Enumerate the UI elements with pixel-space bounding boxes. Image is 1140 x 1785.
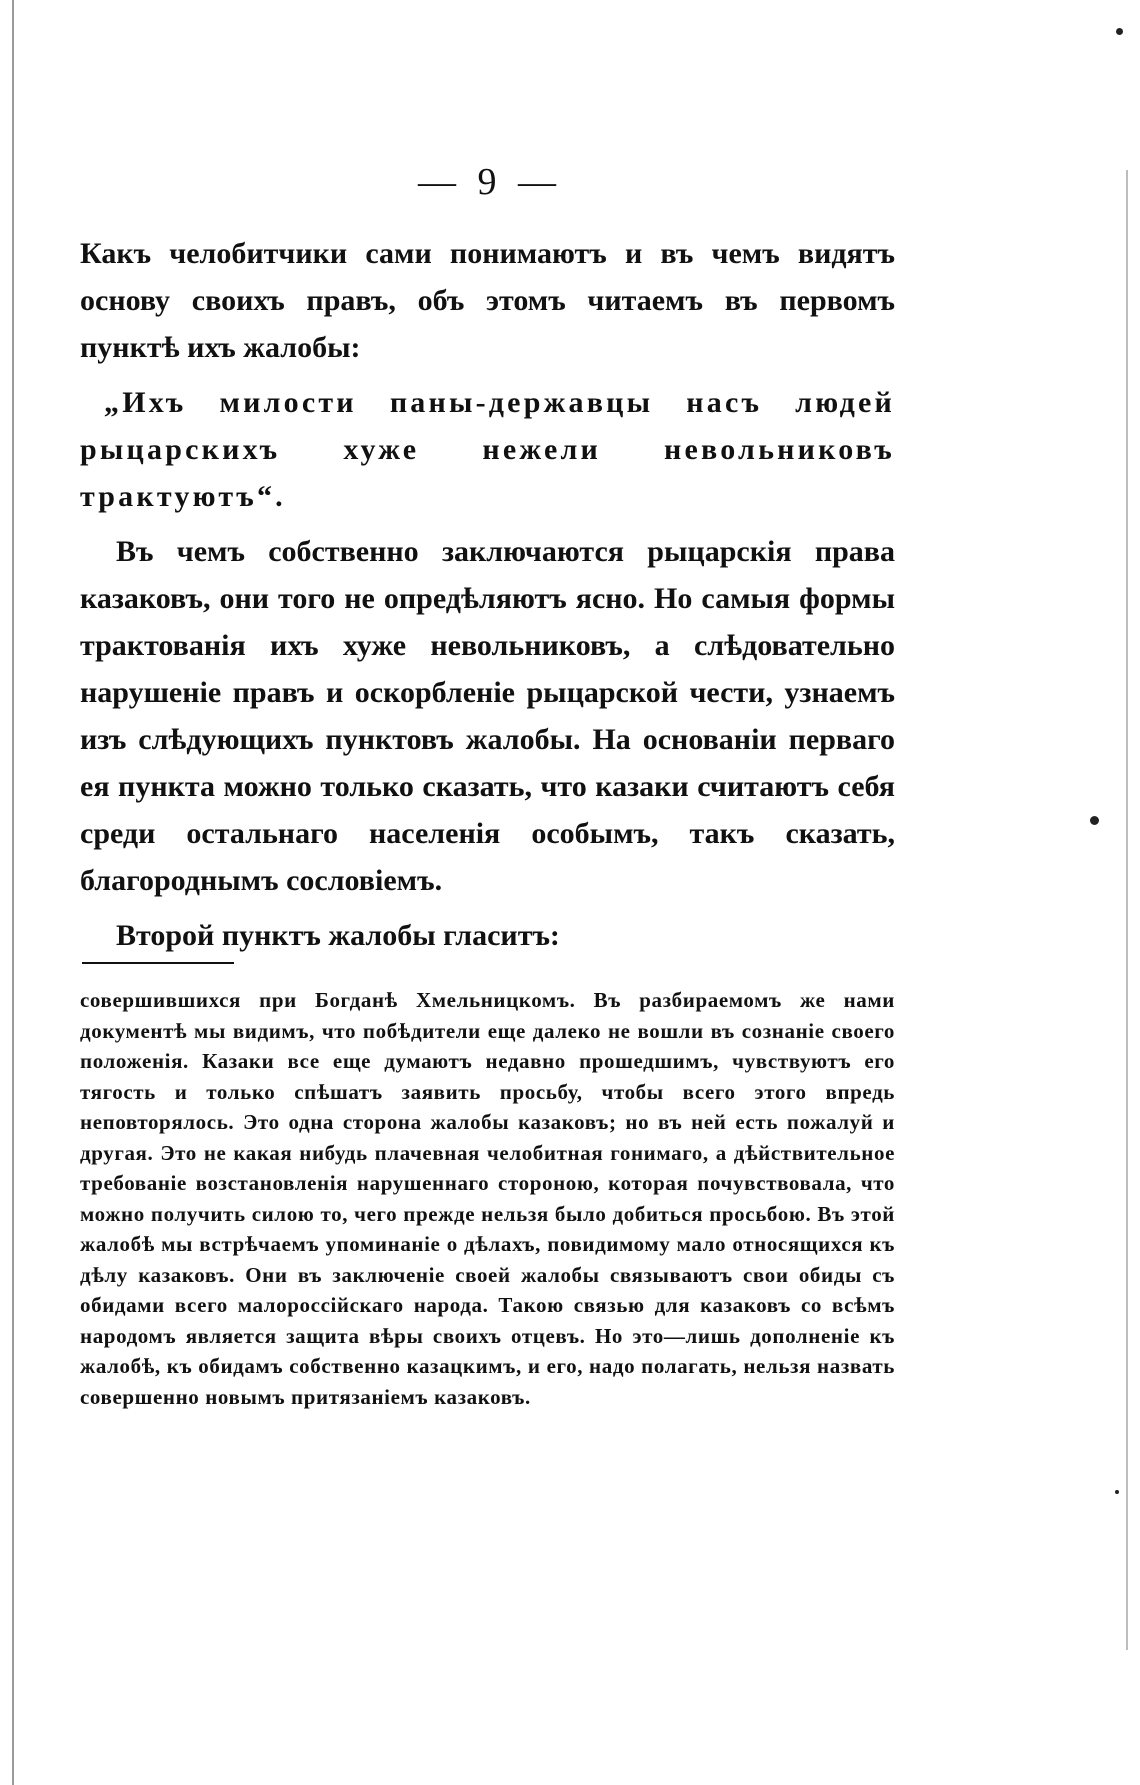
page-number: — 9 — [418,161,562,203]
scan-speck-top-right [1116,28,1123,35]
paragraph-intro: Какъ челобитчики сами понимаютъ и въ чемъ видятъ основу своихъ правъ, объ этомъ читаемъ въ первомъ пунктѣ ихъ жалобы: [80,237,895,364]
scan-speck-small [1115,1490,1119,1494]
footnote-separator [82,962,234,964]
quoted-complaint: „Ихъ милости паны-державцы насъ людей рыцарскихъ хуже нежели невольниковъ трактуютъ“. [80,386,895,513]
paragraph-rights: Въ чемъ собственно заключаются рыцарскія права казаковъ, они того не опредѣляютъ ясно. Но самыя формы трактованія ихъ хуже невольниковъ, а слѣдовательно нарушеніе правъ и оскорбленіе рыцарской чести, узнаемъ изъ слѣдующихъ пунктовъ жалобы. На основаніи перваго ея пункта можно только сказать, что казаки считаютъ себя среди остальнаго населенія особымъ, такъ сказать, благороднымъ сословіемъ. [80,535,895,897]
footnote [80,985,895,1412]
scan-speck-margin [1090,816,1099,825]
scan-edge-right [1126,170,1128,1650]
main-text [80,230,895,959]
footnote-text: совершившихся при Богданѣ Хмельницкомъ. Въ разбираемомъ же нами документѣ мы видимъ, что побѣдители еще далеко не вошли въ сознаніе своего положенія. Казаки все еще думаютъ недавно прошедшимъ, чувствуютъ его тягость и только спѣшатъ заявить просьбу, чтобы всего этого впредь неповторялось. Это одна сторона жалобы казаковъ; но въ ней есть пожалуй и другая. Это не какая нибудь плачевная челобитная гонимаго, а дѣйствительное требованіе возстановленія нарушеннаго стороною, которая почувствовала, что можно получить силою то, чего прежде нельзя было добиться просьбою. Въ этой жалобѣ мы встрѣчаемъ упоминаніе о дѣлахъ, повидимому мало относящихся къ дѣлу казаковъ. Они въ заключеніе своей жалобы связываютъ свои обиды съ обидами всего малороссійскаго народа. Такою связью для казаковъ со всѣмъ народомъ является защита вѣры своихъ отцевъ. Но это—лишь дополненіе къ жалобѣ, къ обидамъ собственно казацкимъ, и его, надо полагать, нельзя назвать совершенно новымъ притязаніемъ казаковъ. [80,988,895,1409]
scan-edge-left [12,0,14,1785]
paragraph-second-point: Второй пунктъ жалобы гласитъ: [116,919,560,952]
